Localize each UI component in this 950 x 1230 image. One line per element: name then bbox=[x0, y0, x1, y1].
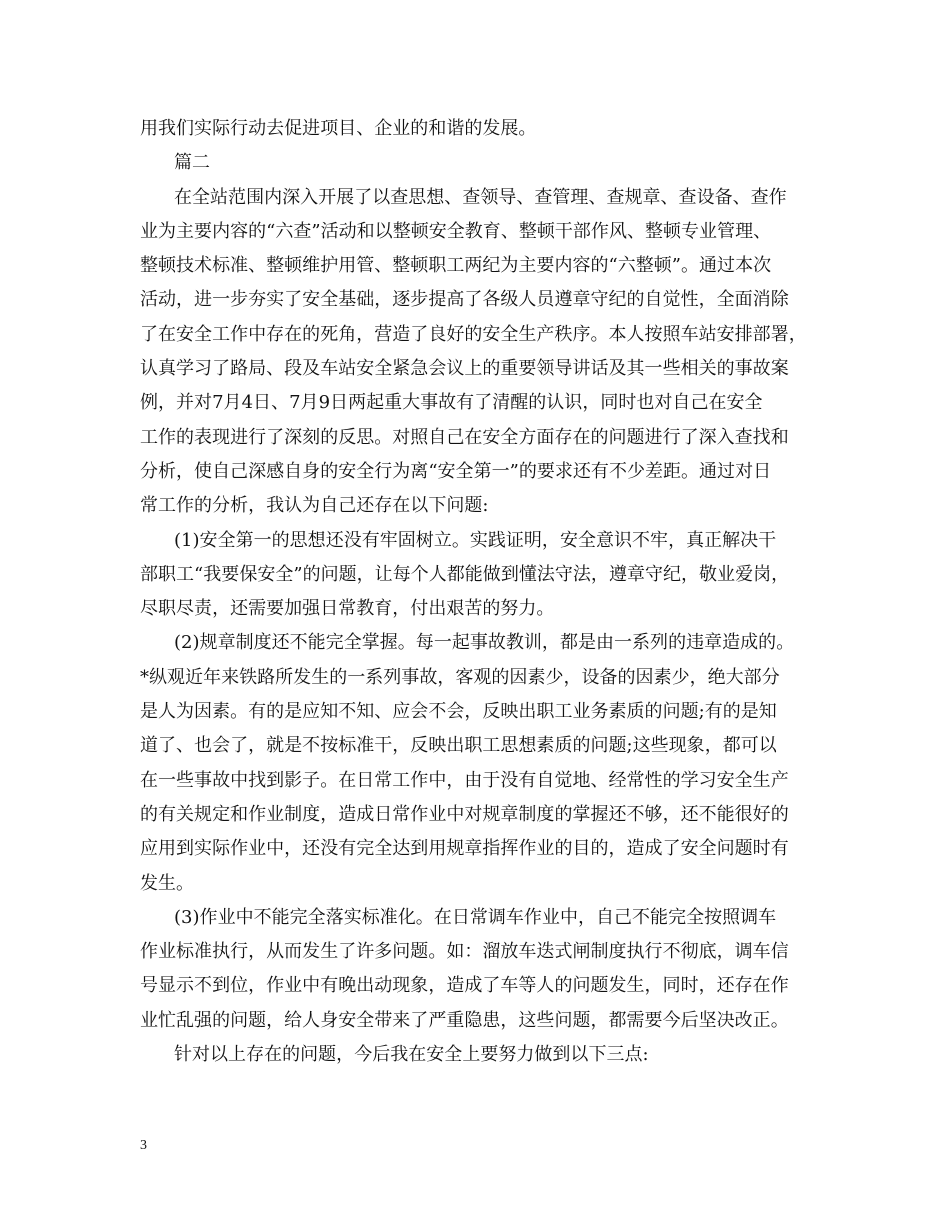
text-line: 发生。 bbox=[140, 872, 195, 894]
text-line: 部职工“我要保安全”的问题，让每个人都能做到懂法守法，遵章守纪，敬业爱岗， bbox=[140, 563, 790, 585]
text-line: 活动，进一步夯实了安全基础，逐步提高了各级人员遵章守纪的自觉性，全面消除 bbox=[140, 289, 789, 311]
text-line: 道了、也会了，就是不按标准干，反映出职工思想素质的问题;这些现象，都可以 bbox=[140, 735, 777, 757]
text-line: (3)作业中不能完全落实标准化。在日常调车作业中，自己不能完全按照调车 bbox=[174, 906, 777, 928]
text-line: *纵观近年来铁路所发生的一系列事故，客观的因素少，设备的因素少，绝大部分 bbox=[140, 666, 780, 688]
text-line: (2)规章制度还不能完全掌握。每一起事故教训，都是由一系列的违章造成的。 bbox=[174, 632, 795, 654]
text-line: 工作的表现进行了深刻的反思。对照自己在安全方面存在的问题进行了深入查找和 bbox=[140, 426, 789, 448]
text-line: 是人为因素。有的是应知不知、应会不会，反映出职工业务素质的问题;有的是知 bbox=[140, 701, 777, 723]
page-number: 3 bbox=[140, 1138, 147, 1153]
text-line: (1)安全第一的思想还没有牢固树立。实践证明，安全意识不牢，真正解决干 bbox=[174, 529, 777, 551]
section-heading: 篇二 bbox=[174, 152, 211, 174]
text-line: 尽职尽责，还需要加强日常教育，付出艰苦的努力。 bbox=[140, 598, 555, 620]
text-line: 针对以上存在的问题，今后我在安全上要努力做到以下三点: bbox=[174, 1044, 649, 1066]
text-line: 业忙乱强的问题，给人身安全带来了严重隐患，这些问题，都需要今后坚决改正。 bbox=[140, 1009, 789, 1031]
document-body bbox=[140, 112, 818, 1072]
text-line: 业为主要内容的“六查”活动和以整顿安全教育、整顿干部作风、整顿专业管理、 bbox=[140, 220, 772, 242]
text-line: 的有关规定和作业制度，造成日常作业中对规章制度的掌握还不够，还不能很好的 bbox=[140, 803, 789, 825]
text-line: 号显示不到位，作业中有晚出动现象，造成了车等人的问题发生，同时，还存在作 bbox=[140, 975, 789, 997]
text-line: 分析，使自己深感自身的安全行为离“安全第一”的要求还有不少差距。通过对日 bbox=[140, 460, 772, 482]
text-line: 整顿技术标准、整顿维护用管、整顿职工两纪为主要内容的“六整顿”。通过本次 bbox=[140, 255, 772, 277]
text-line: 作业标准执行，从而发生了许多问题。如：溜放车迭式闸制度执行不彻底，调车信 bbox=[140, 941, 789, 963]
text-line: 应用到实际作业中，还没有完全达到用规章指挥作业的目的，造成了安全问题时有 bbox=[140, 838, 789, 860]
text-line: 认真学习了路局、段及车站安全紧急会议上的重要领导讲话及其一些相关的事故案 bbox=[140, 358, 789, 380]
text-line: 例，并对7月4日、7月9日两起重大事故有了清醒的认识，同时也对自己在安全 bbox=[140, 392, 763, 414]
text-line: 在全站范围内深入开展了以查思想、查领导、查管理、查规章、查设备、查作 bbox=[174, 186, 787, 208]
text-line: 常工作的分析，我认为自己还存在以下问题: bbox=[140, 495, 489, 517]
text-line: 在一些事故中找到影子。在日常工作中，由于没有自觉地、经常性的学习安全生产 bbox=[140, 769, 789, 791]
text-line: 用我们实际行动去促进项目、企业的和谐的发展。 bbox=[140, 118, 537, 139]
text-line: 了在安全工作中存在的死角，营造了良好的安全生产秩序。本人按照车站安排部署， bbox=[140, 323, 807, 345]
